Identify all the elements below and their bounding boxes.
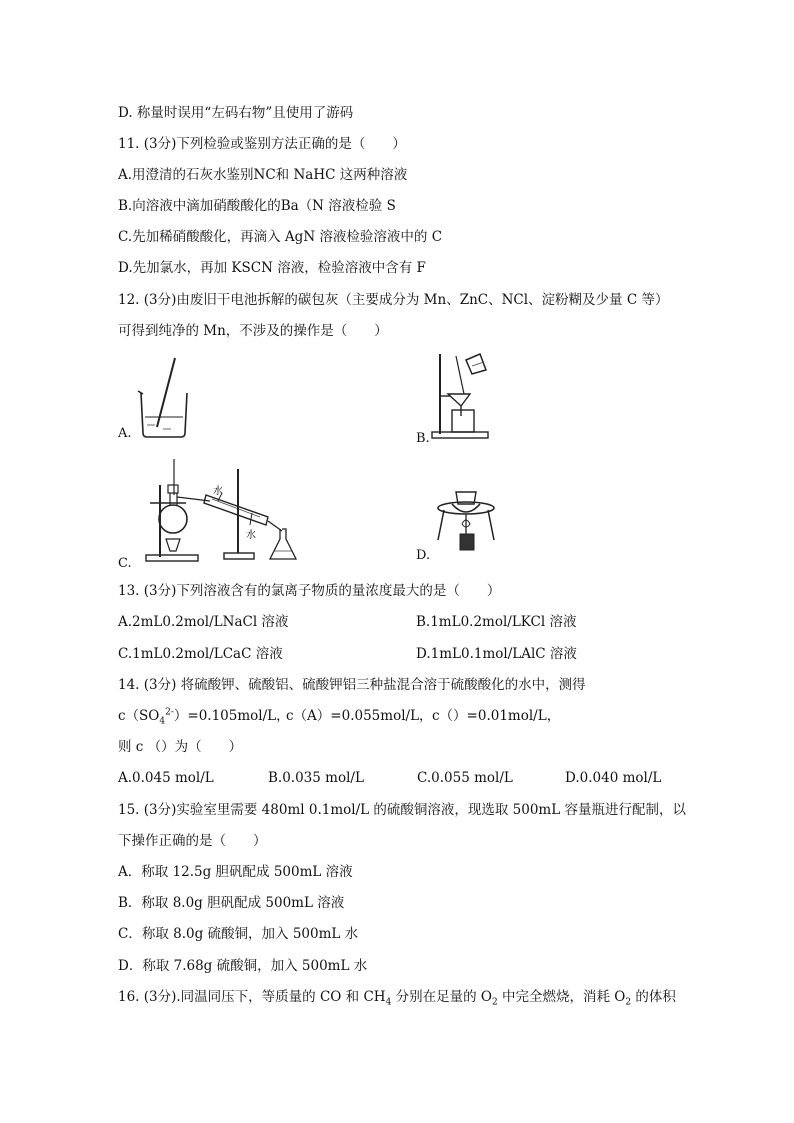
water-label-bottom: 水 <box>246 530 256 541</box>
q10-option-d: D. 称量时误用“左码右物”且使用了游码 <box>118 105 354 121</box>
beaker-stirring-figure <box>135 355 195 440</box>
q13-option-c: C.1mL0.2mol/LCaC 溶液 <box>118 646 283 662</box>
water-label-top: 水 <box>213 486 223 497</box>
q15-stem-line2: 下操作正确的是（ ） <box>118 833 267 849</box>
q14-cond-a: c（A）=0.055mol/L， <box>286 708 433 724</box>
q13-option-d: D.1mL0.1mol/LAlC 溶液 <box>416 646 577 662</box>
q14-option-c: C.0.055 mol/L <box>417 770 513 786</box>
q12-stem-line2: 可得到纯净的 Mn，不涉及的操作是（ ） <box>118 323 388 339</box>
q15-option-d: D．称取 7.68g 硫酸铜，加入 500mL 水 <box>118 958 368 974</box>
q13-stem: 13. (3分)下列溶液含有的氯离子物质的量浓度最大的是（ ） <box>118 583 501 599</box>
filtration-figure <box>432 352 492 442</box>
q15-stem-line1: 15. (3分)实验室里需要 480ml 0.1mol/L 的硫酸铜溶液，现选取 500mL 容量瓶进行配制，以 <box>118 802 686 818</box>
q14-cond-b: c（）=0.01mol/L， <box>432 708 561 724</box>
q11-option-a: A.用澄清的石灰水鉴别NC和 NaHC 这两种溶液 <box>118 167 408 183</box>
q11-option-d: D.先加氯水，再加 KSCN 溶液，检验溶液中含有 F <box>118 260 426 276</box>
q11-option-b: B.向溶液中滴加硝酸酸化的Ba（N 溶液检验 S <box>118 198 396 214</box>
evaporation-figure <box>434 484 498 560</box>
q14-option-a: A.0.045 mol/L <box>118 770 214 786</box>
q11-stem: 11. (3分)下列检验或鉴别方法正确的是（ ） <box>118 136 406 152</box>
q14-question: 则 c （）为（ ） <box>118 739 243 755</box>
distillation-figure <box>140 455 310 565</box>
q12-stem-line1: 12. (3分)由废旧干电池拆解的碳包灰（主要成分为 Mn、ZnC、NCl、淀粉糊及少量 C 等） <box>118 292 669 308</box>
q16-stem: 16. (3分).同温同压下，等质量的 CO 和 $CH_4$ 分别在足量的 $O_2$ 中完全燃烧，消耗 $O_2$ 的体积 <box>118 989 676 1008</box>
q12-label-a: A. <box>118 426 132 441</box>
q12-label-c: C. <box>118 556 132 571</box>
q15-option-c: C．称取 8.0g 硫酸铜，加入 500mL 水 <box>118 926 359 942</box>
q14-option-d: D.0.040 mol/L <box>565 770 662 786</box>
q14-cond-so4: $c(SO_4^{2-})=0.105mol/L$， <box>118 707 290 727</box>
q13-option-a: A.2mL0.2mol/LNaCl 溶液 <box>118 614 289 630</box>
q12-label-d: D. <box>416 548 431 563</box>
q14-option-b: B.0.035 mol/L <box>268 770 364 786</box>
q14-stem: 14. (3分) 将硫酸钾、硫酸铝、硫酸钾铝三种盐混合溶于硫酸酸化的水中，测得 <box>118 677 586 693</box>
q11-option-c: C.先加稀硝酸酸化，再滴入 AgN 溶液检验溶液中的 C <box>118 229 443 245</box>
q13-option-b: B.1mL0.2mol/LKCl 溶液 <box>416 614 577 630</box>
q12-label-b: B. <box>416 431 430 446</box>
q15-option-b: B．称取 8.0g 胆矾配成 500mL 溶液 <box>118 895 345 911</box>
q15-option-a: A．称取 12.5g 胆矾配成 500mL 溶液 <box>118 864 353 880</box>
